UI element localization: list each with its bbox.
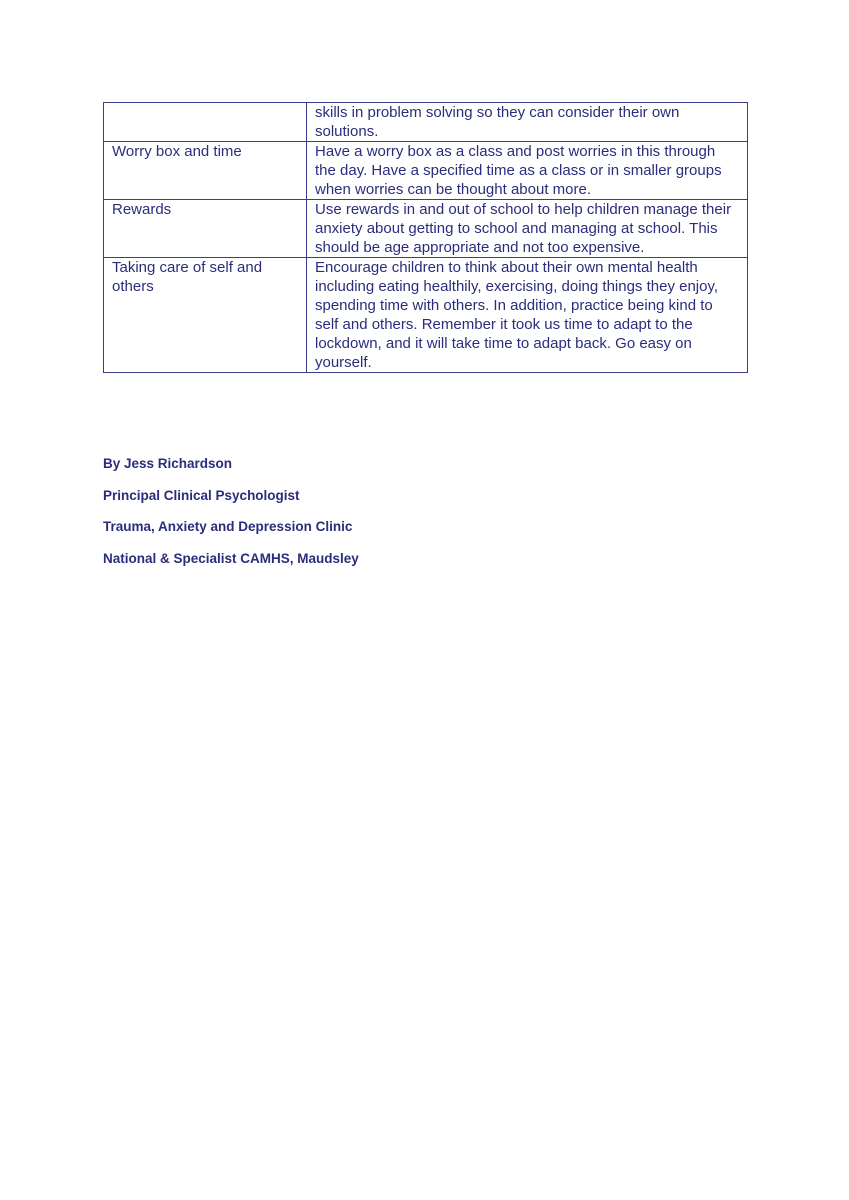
strategy-table — [103, 102, 748, 373]
table-row — [104, 103, 748, 142]
table-row — [104, 258, 748, 373]
table-row — [104, 142, 748, 200]
author-signature — [103, 455, 359, 581]
description-cell: Have a worry box as a class and post worries in this through the day. Have a specified time as a class or in smaller groups when worries can be thought about more. — [307, 142, 748, 200]
strategy-cell: Rewards — [104, 200, 307, 258]
strategy-cell: Worry box and time — [104, 142, 307, 200]
description-cell: Encourage children to think about their own mental health including eating healthily, exercising, doing things they enjoy, spending time with others. In addition, practice being kind to self and others. Remember it took us time to adapt to the lockdown, and it will take time to adapt back. Go easy on yourself. — [307, 258, 748, 373]
description-cell: skills in problem solving so they can consider their own solutions. — [307, 103, 748, 142]
strategy-cell — [104, 103, 307, 142]
service-name: National & Specialist CAMHS, Maudsley — [103, 550, 359, 566]
description-cell: Use rewards in and out of school to help children manage their anxiety about getting to school and managing at school. This should be age appropriate and not too expensive. — [307, 200, 748, 258]
strategy-cell: Taking care of self and others — [104, 258, 307, 373]
author-name: By Jess Richardson — [103, 456, 233, 471]
author-role: Principal Clinical Psychologist — [103, 487, 300, 503]
table-row — [104, 200, 748, 258]
clinic-name: Trauma, Anxiety and Depression Clinic — [103, 519, 353, 534]
